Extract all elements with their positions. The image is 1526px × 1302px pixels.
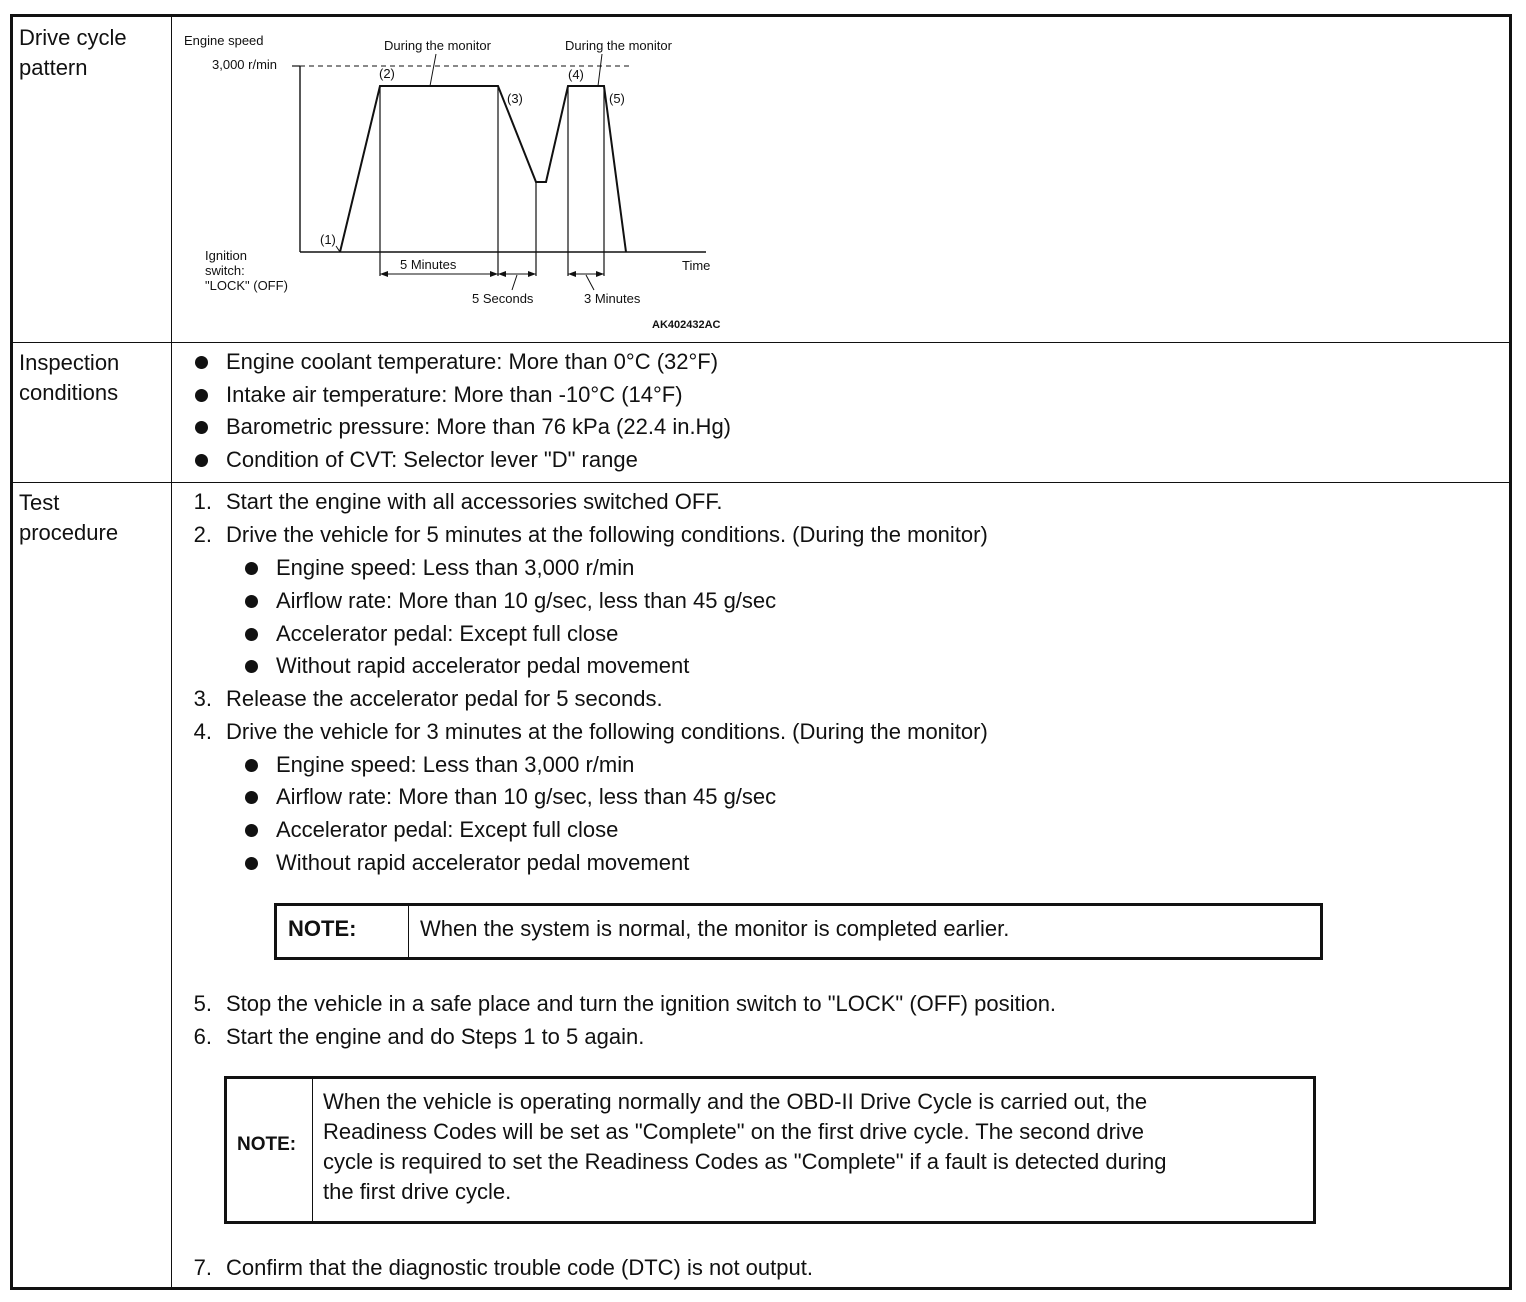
- list-item: Accelerator pedal: Except full close: [276, 817, 619, 842]
- drive-cycle-label: [19, 23, 167, 83]
- list-item: Airflow rate: More than 10 g/sec, less than 45 g/sec: [276, 588, 777, 613]
- bullet: [195, 421, 208, 434]
- note-text-line: cycle is required to set the Readiness Codes as "Complete" if a fault is detected during: [323, 1149, 1167, 1174]
- drive-cycle-label-line: Drive cycle: [19, 25, 127, 50]
- five-seconds-label: 5 Seconds: [472, 291, 534, 306]
- engine-speed-profile: [340, 86, 626, 252]
- x-axis-label: Time: [682, 258, 711, 273]
- step-text: Release the accelerator pedal for 5 seconds.: [226, 686, 663, 711]
- list-item: Condition of CVT: Selector lever "D" range: [226, 447, 638, 472]
- leader-line: [430, 54, 436, 86]
- row-divider: [13, 342, 1509, 343]
- note-label: NOTE:: [288, 916, 357, 941]
- drive-cycle-diagram: [174, 24, 734, 340]
- row-divider: [13, 482, 1509, 483]
- list-item: Engine speed: Less than 3,000 r/min: [276, 752, 635, 777]
- list-item: Accelerator pedal: Except full close: [276, 621, 619, 646]
- step-number: 6.: [193, 1024, 212, 1049]
- step-text: Start the engine with all accessories switched OFF.: [226, 489, 723, 514]
- note-text: When the system is normal, the monitor is completed earlier.: [420, 916, 1010, 941]
- note-divider: [312, 1079, 313, 1221]
- figure-id: AK402432AC: [652, 319, 721, 331]
- bullet: [195, 389, 208, 402]
- note-text-line: When the vehicle is operating normally and the OBD-II Drive Cycle is carried out, the: [323, 1089, 1148, 1114]
- step-text: Start the engine and do Steps 1 to 5 again.: [226, 1024, 645, 1049]
- step-text: Confirm that the diagnostic trouble code (DTC) is not output.: [226, 1255, 813, 1280]
- test-label-line: Test: [19, 490, 60, 515]
- rpm-3000-label: 3,000 r/min: [212, 57, 278, 72]
- step-number: 1.: [193, 489, 212, 514]
- bullet: [245, 660, 258, 673]
- y-axis-label: Engine speed: [184, 33, 264, 48]
- note-text-line: the first drive cycle.: [323, 1179, 512, 1204]
- inspection-label-line: Inspection: [19, 350, 120, 375]
- step-number: 3.: [193, 686, 212, 711]
- bullet: [245, 562, 258, 575]
- arrow-head: [568, 271, 576, 277]
- point-4-label: (4): [568, 67, 584, 82]
- ignition-label: switch:: [205, 263, 245, 278]
- step-text: Drive the vehicle for 3 minutes at the following conditions. (During the monitor): [226, 719, 988, 744]
- point-2-label: (2): [379, 66, 395, 81]
- leader-line: [336, 246, 340, 252]
- list-item: Barometric pressure: More than 76 kPa (22.4 in.Hg): [226, 414, 732, 439]
- inspection-label-line: conditions: [19, 380, 119, 405]
- drive-cycle-label-line: pattern: [19, 55, 88, 80]
- arrow-head: [528, 271, 536, 277]
- list-item: Engine coolant temperature: More than 0°C (32°F): [226, 349, 719, 374]
- list-item: Without rapid accelerator pedal movement: [276, 653, 690, 678]
- step-number: 7.: [193, 1255, 212, 1280]
- note-divider: [408, 906, 409, 957]
- step-number: 2.: [193, 522, 212, 547]
- leader-line: [598, 54, 602, 86]
- list-item: Without rapid accelerator pedal movement: [276, 850, 690, 875]
- bullet: [245, 759, 258, 772]
- list-item: Engine speed: Less than 3,000 r/min: [276, 555, 635, 580]
- bullet: [245, 824, 258, 837]
- bullet: [245, 628, 258, 641]
- list-item: Intake air temperature: More than -10°C (14°F): [226, 382, 683, 407]
- ignition-label: "LOCK" (OFF): [205, 278, 288, 293]
- column-divider: [171, 17, 172, 1287]
- bullet: [195, 454, 208, 467]
- point-1-label: (1): [320, 232, 336, 247]
- leader-line: [512, 275, 517, 290]
- point-3-label: (3): [507, 91, 523, 106]
- during-monitor-label: During the monitor: [384, 38, 491, 53]
- bullet: [195, 356, 208, 369]
- point-5-label: (5): [609, 91, 625, 106]
- ignition-label: Ignition: [205, 248, 247, 263]
- note-text-line: Readiness Codes will be set as "Complete" on the first drive cycle. The second drive: [323, 1119, 1145, 1144]
- bullet: [245, 857, 258, 870]
- during-monitor-label: During the monitor: [565, 38, 672, 53]
- three-minutes-label: 3 Minutes: [584, 291, 641, 306]
- bullet: [245, 791, 258, 804]
- note-box: [224, 1076, 1316, 1224]
- arrow-head: [498, 271, 506, 277]
- step-text: Stop the vehicle in a safe place and turn the ignition switch to "LOCK" (OFF) position.: [226, 991, 1057, 1016]
- step-number: 4.: [193, 719, 212, 744]
- note-label: NOTE:: [237, 1134, 297, 1155]
- arrow-head: [380, 271, 388, 277]
- list-item: Airflow rate: More than 10 g/sec, less than 45 g/sec: [276, 784, 777, 809]
- arrow-head: [596, 271, 604, 277]
- step-number: 5.: [193, 991, 212, 1016]
- five-minutes-label: 5 Minutes: [400, 257, 457, 272]
- note-box: [274, 903, 1323, 960]
- leader-line: [586, 275, 594, 290]
- inspection-conditions-label: [19, 348, 167, 408]
- test-label-line: procedure: [19, 520, 119, 545]
- step-text: Drive the vehicle for 5 minutes at the following conditions. (During the monitor): [226, 522, 988, 547]
- bullet: [245, 595, 258, 608]
- arrow-head: [490, 271, 498, 277]
- test-procedure-label: [19, 488, 167, 548]
